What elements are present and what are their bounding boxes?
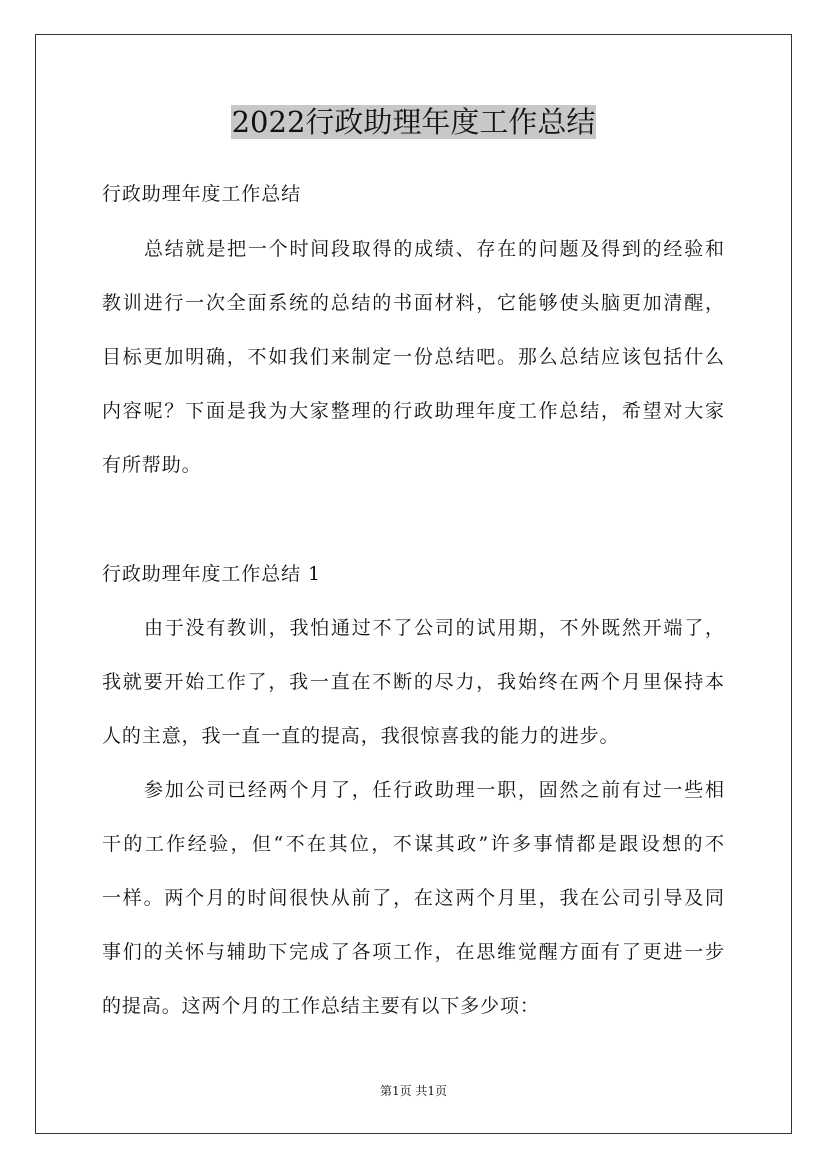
paragraph-line: 人的主意，我一直一直的提高，我很惊喜我的能力的进步。 [102, 725, 620, 747]
section-heading: 行政助理年度工作总结 1 [102, 563, 321, 585]
section-heading: 行政助理年度工作总结 [102, 183, 302, 205]
paragraph-line: 总结就是把一个时间段取得的成绩、存在的问题及得到的经验和 [144, 238, 724, 260]
paragraph-line: 事们的关怀与辅助下完成了各项工作，在思维觉醒方面有了更进一步 [102, 941, 724, 963]
paragraph-line: 由于没有教训，我怕通过不了公司的试用期，不外既然开端了， [144, 617, 724, 639]
paragraph-line: 参加公司已经两个月了，任行政助理一职，固然之前有过一些相 [144, 779, 724, 801]
document-title: 2022行政助理年度工作总结 [231, 105, 596, 139]
paragraph-line: 干的工作经验，但“不在其位，不谋其政”许多事情都是跟设想的不 [102, 833, 724, 855]
paragraph-line: 目标更加明确，不如我们来制定一份总结吧。那么总结应该包括什么 [102, 346, 724, 368]
paragraph-line: 我就要开始工作了，我一直在不断的尽力，我始终在两个月里保持本 [102, 671, 724, 693]
paragraph-line: 一样。两个月的时间很快从前了，在这两个月里，我在公司引导及同 [102, 887, 724, 909]
paragraph-line: 有所帮助。 [102, 454, 202, 476]
paragraph-line: 教训进行一次全面系统的总结的书面材料，它能够使头脑更加清醒， [102, 292, 724, 314]
page-number-footer: 第1页 共1页 [379, 1084, 448, 1098]
paragraph-line: 的提高。这两个月的工作总结主要有以下多少项： [102, 995, 540, 1017]
paragraph-line: 内容呢？下面是我为大家整理的行政助理年度工作总结，希望对大家 [102, 400, 724, 422]
